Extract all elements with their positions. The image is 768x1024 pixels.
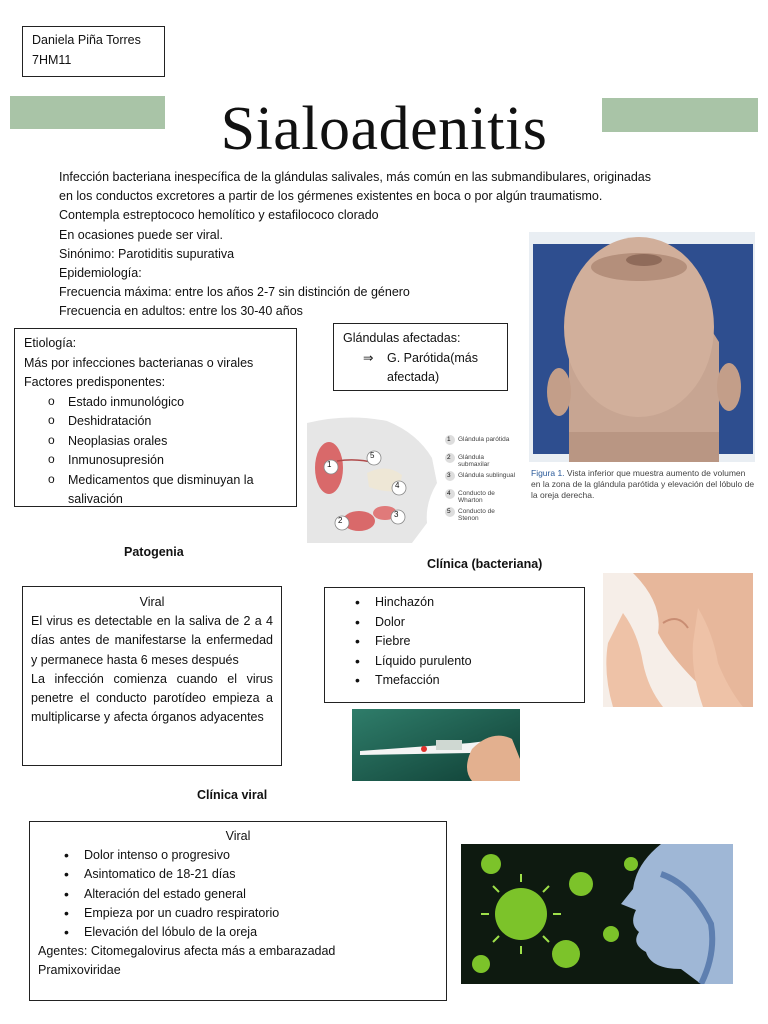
patogenia-box: [22, 586, 282, 766]
list-item: • Elevación del lóbulo de la oreja: [60, 923, 438, 942]
legend-label: Conducto de Stenon: [458, 508, 495, 522]
list-item: o Neoplasias orales: [24, 432, 287, 452]
patogenia-paragraph: El virus es detectable en la saliva de 2 a 4 días antes de manifestarse la enfermedad y permanece hasta 6 meses después: [31, 614, 273, 667]
clinica-viral-heading: Clínica viral: [197, 788, 268, 802]
patogenia-paragraph: La infección comienza cuando el virus penetre el conducto parotídeo empieza a multiplicarse y afecta órganos adyacentes: [31, 671, 273, 725]
author-box: [22, 26, 165, 77]
legend-label: Glándula submaxilar: [458, 454, 490, 468]
legend-number: 2: [447, 454, 451, 461]
list-item: o Inmunosupresión: [24, 451, 287, 471]
legend-label: Glándula sublingual: [458, 472, 516, 479]
legend-label: Conducto de Wharton: [458, 490, 495, 504]
etiologia-line: Factores predisponentes:: [24, 375, 166, 389]
clinica-viral-subheading: Viral: [225, 829, 251, 843]
legend-number: 4: [447, 490, 451, 497]
etiologia-box: [14, 328, 297, 507]
glandulas-item: [343, 349, 498, 388]
etiologia-heading: Etiología:: [24, 336, 77, 350]
diagram-number: 2: [338, 516, 343, 525]
list-item: o Medicamentos que disminuyan la salivación: [24, 471, 287, 510]
legend-number: 3: [447, 472, 451, 479]
page-title: Sialoadenitis: [220, 95, 548, 163]
arrow-icon: ⇒: [363, 350, 374, 365]
diagram-number: 5: [370, 451, 375, 460]
figure-caption-text: Vista inferior que muestra aumento de volumen en la zona de la glándula parótida y elevación del lóbulo de la oreja derecha.: [531, 468, 755, 500]
intro-line: Frecuencia en adultos: entre los 30-40 años: [59, 304, 303, 319]
diagram-number: 1: [327, 460, 332, 469]
list-item: • Fiebre: [351, 632, 575, 652]
glandulas-item-line: afectada): [387, 370, 440, 384]
neck-figure: [529, 232, 755, 518]
agentes-line: Agentes: Citomegalovirus afecta más a embarazadad: [38, 944, 336, 959]
neck-photo-image: [529, 232, 755, 462]
author-group: 7HM11: [32, 52, 72, 67]
virus-illustration: [461, 844, 733, 984]
familia-line: Pramixoviridae: [38, 963, 121, 978]
intro-line: en los conductos excretores a partir de los gérmenes existentes en boca o por algún traumatismo.: [59, 189, 603, 204]
figure-caption: [529, 468, 755, 501]
intro-line: Sinónimo: Parotiditis supurativa: [59, 246, 235, 261]
clinica-viral-list: [38, 846, 438, 942]
intro-line: En ocasiones puede ser viral.: [59, 227, 223, 242]
list-item: • Tmefacción: [351, 671, 575, 691]
intro-line: Epidemiología:: [59, 266, 142, 281]
list-item: o Estado inmunológico: [24, 393, 287, 413]
diagram-number: 3: [394, 510, 399, 519]
patogenia-heading: Patogenia: [124, 545, 184, 559]
etiologia-line: Más por infecciones bacterianas o virales: [24, 355, 254, 370]
glandulas-item-line: G. Parótida(más: [387, 350, 479, 365]
intro-line: Infección bacteriana inespecífica de la glándulas salivales, más común en las submandibulares, originadas: [59, 170, 652, 184]
clinica-viral-box: [29, 821, 447, 1001]
author-name: Daniela Piña Torres: [32, 33, 141, 47]
glandulas-box: [333, 323, 508, 391]
legend-number: 5: [447, 508, 451, 515]
list-item: • Dolor intenso o progresivo: [60, 846, 438, 865]
list-item: • Líquido purulento: [351, 652, 575, 672]
clinica-bacteriana-heading: Clínica (bacteriana): [427, 557, 543, 571]
throat-pain-photo: [603, 573, 753, 707]
list-item: o Deshidratación: [24, 412, 287, 432]
salivary-gland-diagram: [307, 413, 517, 543]
legend-label: Glándula parótida: [458, 436, 510, 443]
legend-number: 1: [447, 436, 451, 443]
list-item: • Alteración del estado general: [60, 885, 438, 904]
diagram-number: 4: [395, 481, 400, 490]
figure-caption-label: Figura 1.: [531, 468, 565, 478]
glandulas-heading: Glándulas afectadas:: [343, 331, 461, 345]
clinica-bacteriana-box: [324, 587, 585, 703]
list-item: • Asintomatico de 18-21 días: [60, 865, 438, 884]
intro-line: Contempla estreptococo hemolítico y estafilococo clorado: [59, 208, 379, 223]
list-item: • Empieza por un cuadro respiratorio: [60, 904, 438, 923]
factores-list: [24, 393, 287, 510]
thermometer-photo: [352, 709, 520, 781]
clinica-bacteriana-list: [351, 593, 575, 691]
patogenia-subheading: Viral: [139, 595, 165, 609]
list-item: • Dolor: [351, 613, 575, 633]
list-item: • Hinchazón: [351, 593, 575, 613]
intro-line: Frecuencia máxima: entre los años 2-7 sin distinción de género: [59, 285, 410, 300]
